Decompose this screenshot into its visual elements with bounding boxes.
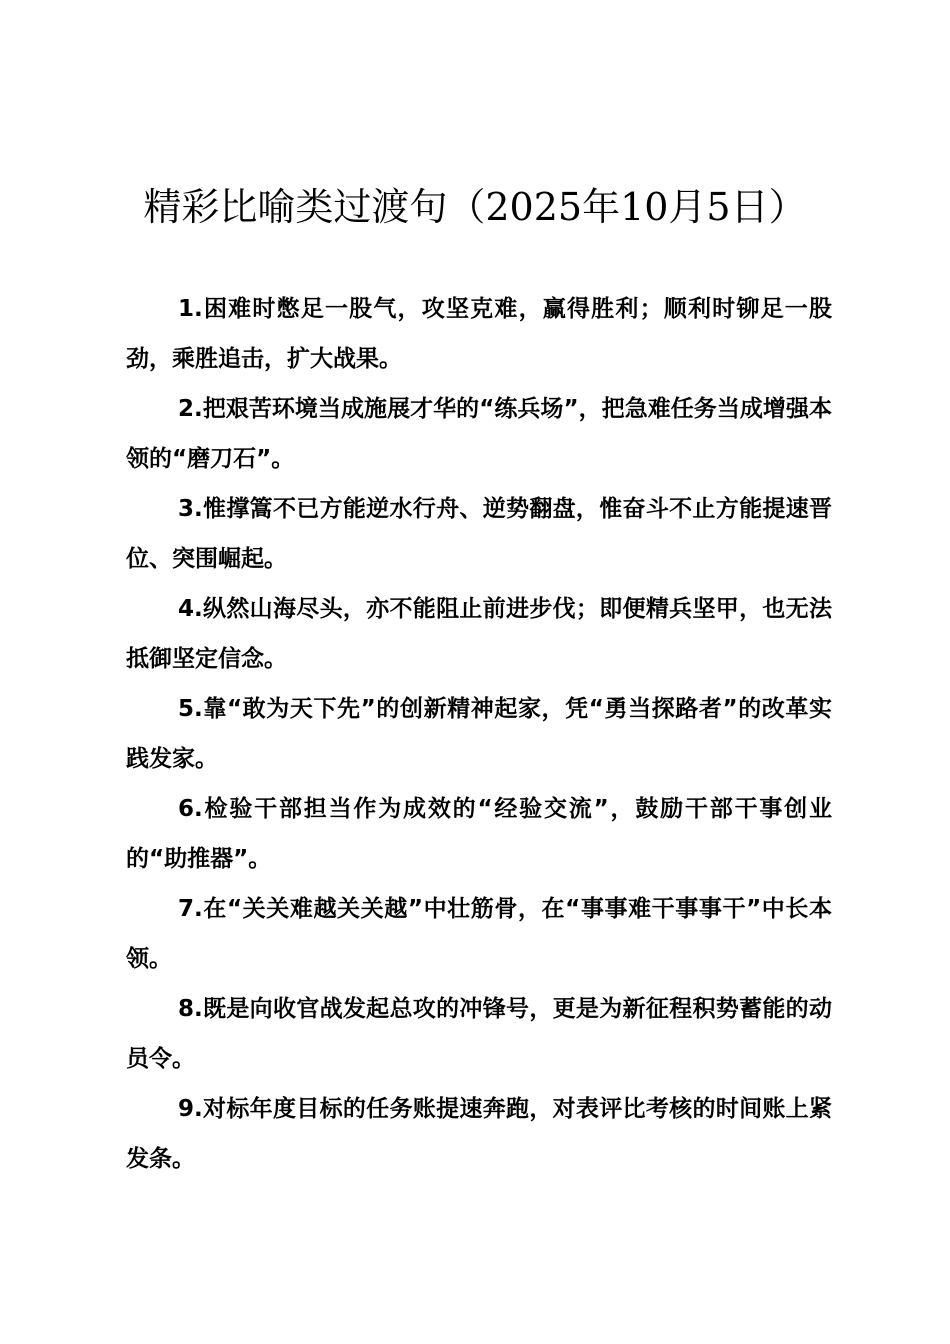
list-item: 1.困难时憋足一股气，攻坚克难，赢得胜利；顺利时铆足一股劲，乘胜追击，扩大战果。 <box>126 296 832 372</box>
item-list <box>126 284 832 1184</box>
list-item: 4.纵然山海尽头，亦不能阻止前进步伐；即便精兵坚甲，也无法抵御坚定信念。 <box>126 596 832 672</box>
list-item: 3.惟撑篙不已方能逆水行舟、逆势翻盘，惟奋斗不止方能提速晋位、突围崛起。 <box>126 496 832 572</box>
list-item: 8.既是向收官战发起总攻的冲锋号，更是为新征程积势蓄能的动员令。 <box>126 996 832 1072</box>
document-title: 精彩比喻类过渡句（2025年10月5日） <box>143 185 807 229</box>
list-item: 6.检验干部担当作为成效的“经验交流”，鼓励干部干事创业的“助推器”。 <box>126 796 832 872</box>
list-item: 2.把艰苦环境当成施展才华的“练兵场”，把急难任务当成增强本领的“磨刀石”。 <box>126 396 832 472</box>
list-item: 7.在“关关难越关关越”中壮筋骨，在“事事难干事事干”中长本领。 <box>126 896 832 972</box>
list-item: 9.对标年度目标的任务账提速奔跑，对表评比考核的时间账上紧发条。 <box>126 1096 832 1172</box>
list-item: 5.靠“敢为天下先”的创新精神起家，凭“勇当探路者”的改革实践发家。 <box>126 696 832 772</box>
